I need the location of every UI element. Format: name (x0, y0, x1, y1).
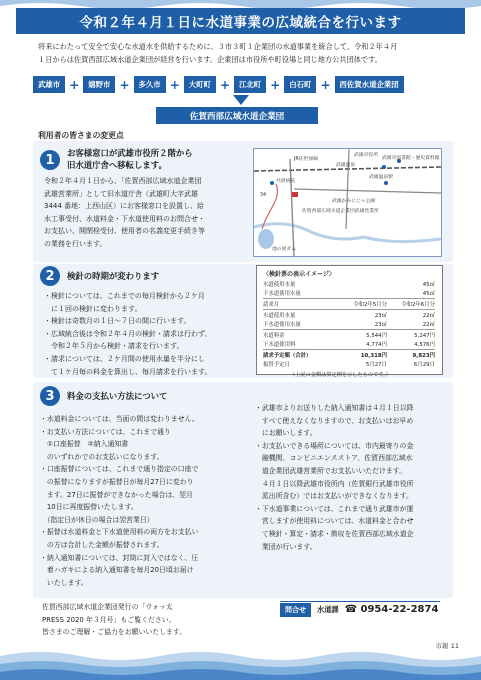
body-line: ・武雄市よりお送りした納入通知書は４月１日以降 (255, 404, 414, 412)
map-label-onsen: 武雄温泉 (336, 163, 356, 168)
closing-line: 皆さまのご理解・ご協力をお願いいたします。 (42, 628, 187, 637)
town-badge: 嬉野市 (83, 76, 115, 93)
section-3-right-column (255, 402, 455, 553)
body-line: のいずれかでのお支払いになります。 (40, 452, 164, 461)
body-line: て１ケ月毎の料金を算出し、毎月請求を行います。 (44, 367, 212, 376)
body-line: にお願いします。 (255, 429, 317, 438)
contact-phone[interactable]: ☎ 0954-22-2874 (344, 604, 439, 615)
meter-slip-row: 水道料金 5,544円 5,247円 (263, 333, 435, 339)
utility-name-badge: 佐賀西部広域水道企業団 (156, 107, 318, 124)
town-badge: 多久市 (134, 76, 166, 93)
body-line: ・水道料金については、当面の間は変わりません。 (40, 415, 199, 423)
plus-icon: + (169, 77, 180, 92)
body-line: ・口座振替については、これまで通り指定の口座で (40, 465, 199, 474)
body-line: て検針・算定・請求・徴収を佐賀西部広域水道企 (255, 529, 414, 538)
intro-paragraph (38, 40, 450, 66)
down-arrow-icon (233, 95, 249, 105)
section-1-body (44, 175, 249, 251)
section-2-body (44, 290, 254, 378)
body-line: ・振替は水道料金と下水道使用料の両方をお支払い (40, 528, 199, 537)
meter-slip-row: 振替予定日 5月27日 6月29日 (263, 362, 435, 368)
body-line: 令和２年４月１日から、「佐賀西部広域水道企業団 (44, 177, 202, 185)
contact-department: 水道課 (317, 604, 339, 614)
map-label-hospital: 共済病院 (276, 179, 296, 184)
town-badge: 白石町 (284, 76, 316, 93)
section-2-heading: 検針の時期が変わります (67, 271, 160, 281)
meter-slip-row: 請求月 令和2年5月分 令和2年6月分 (263, 302, 435, 308)
body-line: の振替になりますが振替日が毎月27日に変わり (40, 477, 194, 486)
body-line: ・下水道事業については、これまで通り武雄市が運 (255, 504, 414, 513)
meter-slip-row: 下水道使用水量 45㎥ (263, 291, 435, 297)
body-line: ・納入通知書については、封筒に封入ではなく、圧 (40, 553, 199, 562)
body-line: 業団が行います。 (255, 542, 317, 551)
section-1-heading (67, 147, 193, 171)
location-map (253, 148, 442, 257)
section-number-3: 3 (40, 386, 60, 406)
map-label-dam: 池の屋ダム (272, 247, 296, 252)
body-line: いたします。 (40, 578, 88, 587)
meter-slip-divider (263, 309, 435, 310)
meter-slip-row: 下水道使用料 4,774円 4,576円 (263, 342, 435, 348)
body-line: 10日に再度振替いたします。 (40, 503, 138, 512)
meter-slip-total-row: 請求予定額（合計） 10,318円 9,823円 (263, 353, 435, 359)
body-line: に１回の検針に変わります。 (44, 304, 142, 313)
body-line: 営しますが使用料については、水道料金と合わせ (255, 517, 414, 526)
body-line: （指定日が休日の場合は翌営業日） (40, 515, 154, 524)
plus-icon: + (270, 77, 281, 92)
section-number-2: 2 (40, 266, 60, 286)
body-line: ・検針については、これまでの毎月検針から２ケ月 (44, 292, 205, 300)
body-line: 令和２年５月から検針・請求を行います。 (44, 342, 184, 351)
contact-label: 問合せ (280, 603, 311, 617)
body-line: ます。27日に振替ができなかった場合は、翌月 (40, 490, 193, 499)
meter-slip-sample (256, 265, 443, 375)
heading-line: お客様窓口が武雄市役所２階から (67, 148, 193, 158)
body-line: の方は合計した金額が振替されます。 (40, 540, 164, 549)
contact-info (280, 601, 440, 617)
map-label-city-hall: 武雄市役所 (354, 153, 378, 158)
town-badge: 西佐賀水道企業団 (335, 76, 404, 93)
map-label-route: 34 (260, 193, 267, 198)
body-line: お支払い、開閉栓受付、使用者の名義変更手続き等 (44, 227, 205, 236)
meter-slip-divider (263, 349, 435, 350)
meter-slip-divider (263, 298, 435, 299)
map-label-library: 武雄市図書館・歴史資料館 (382, 156, 440, 161)
page-number: 市報 11 (435, 642, 459, 650)
heading-line: 旧水道庁舎へ移転します。 (67, 160, 167, 170)
body-line: 融機関、コンビニエンスストア、佐賀西部広域水 (255, 454, 413, 463)
body-line: ・お支払い方法については、これまで通り (40, 427, 171, 436)
body-line: ・請求については、２ケ月間の使用水量を半分にし (44, 354, 205, 363)
body-line: 着ハガキによる納入通知書を毎月20日頃お届け (40, 566, 194, 575)
body-line: 3444 番地：上西山区）にお客様窓口を設置し、給 (44, 202, 205, 211)
section-3-heading: 料金の支払い方法について (67, 391, 168, 401)
section-label: 利用者の皆さまの変更点 (38, 131, 124, 140)
town-badge: 大町町 (184, 76, 216, 93)
body-line: 道企業団武雄営業所でお支払いいただけます。 (255, 466, 407, 475)
map-label-jr: JR佐世保線 (294, 157, 318, 162)
body-line: ４月１日以降武雄市役所内（佐賀銀行武雄市役所 (255, 479, 414, 488)
body-line: すべて使えなくなりますので、お支払いはお早め (255, 416, 414, 425)
body-line: 水工事受付、水道料金・下水道使用料のお問合せ・ (44, 214, 205, 223)
plus-icon: + (119, 77, 130, 92)
town-list (33, 76, 451, 93)
section-number-1: 1 (40, 150, 60, 170)
body-line: 武雄営業所」として旧水道庁舎（武雄町大字武雄 (44, 189, 198, 198)
meter-slip-title: 〈検針票の表示イメージ〉 (263, 271, 335, 278)
closing-note (42, 601, 262, 639)
map-label-office: 佐賀西部広域水道企業団武雄営業所 (302, 209, 379, 214)
intro-line: １日からは佐賀西部広域水道企業団が経営を行います。企業団は市役所や町役場と同じ地方公共団体です。 (38, 55, 382, 64)
body-line: ・お支払いできる場所については、市内最寄りの金 (255, 441, 414, 450)
closing-line: 佐賀西部広域水道企業団発行の「ウォッ太 (42, 603, 173, 611)
body-line: ・検針は奇数月の１日～７日の間に行います。 (44, 317, 191, 326)
section-3-left-column (40, 413, 250, 589)
intro-line: 将来にわたって安全で安心な水道水を供給するために、３市３町１企業団の水道事業を統合して、令和２年４月 (38, 42, 398, 51)
body-line: の業務を行います。 (44, 239, 107, 248)
bottom-wave-decoration (0, 648, 481, 680)
town-badge: 江北町 (234, 76, 266, 93)
meter-slip-divider (263, 329, 435, 330)
map-label-station: 武雄温泉駅 (369, 175, 393, 180)
closing-line: PRESS 2020 年３月号」もご覧ください。 (42, 615, 176, 624)
plus-icon: + (69, 77, 80, 92)
meter-slip-note: （上記の金額は算定例を示したものです。） (290, 372, 391, 378)
plus-icon: + (219, 77, 230, 92)
town-badge: 武雄市 (33, 76, 65, 93)
plus-icon: + (320, 77, 331, 92)
meter-slip-row: 水道使用水量 45㎥ (263, 282, 435, 288)
body-line: ・広域統合後は令和２年４月の検針・請求は行わず、 (44, 329, 212, 338)
body-line: 派出所含む）ではお支払いができなくなります。 (255, 492, 413, 501)
page-title: 令和２年４月１日に水道事業の広域統合を行います (16, 8, 465, 34)
body-line: ①口座振替 ②納入通知書 (40, 440, 129, 449)
meter-slip-row: 下水道使用水量 23㎥ 22㎥ (263, 322, 435, 328)
meter-slip-row: 水道使用水量 23㎥ 22㎥ (263, 313, 435, 319)
map-label-garden: 武雄かみにじゃ公園 (332, 199, 376, 204)
